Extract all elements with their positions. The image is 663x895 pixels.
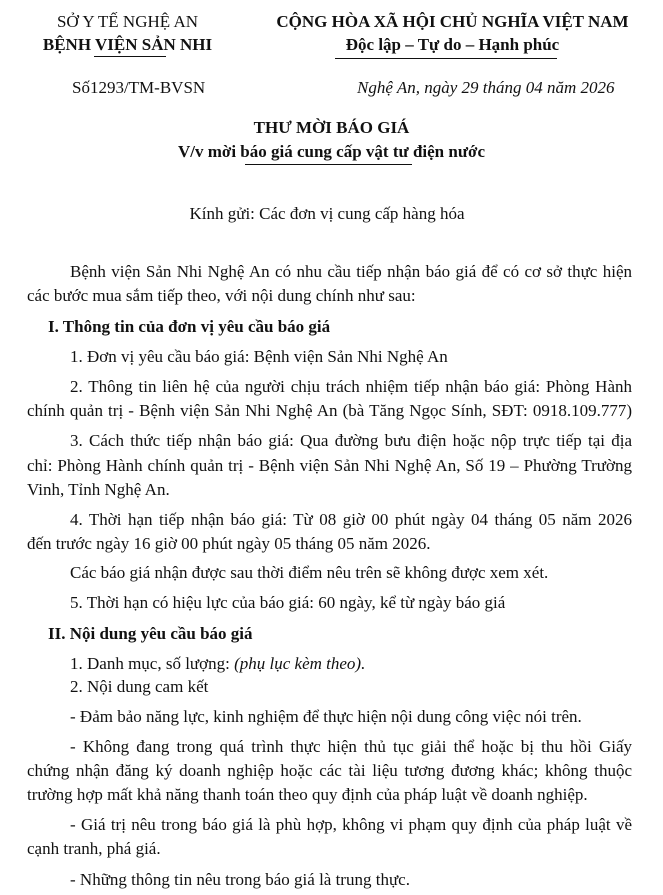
motto: Độc lập – Tự do – Hạnh phúc	[345, 35, 560, 54]
section-1-item-4: 4. Thời hạn tiếp nhận báo giá: Từ 08 giờ 00 phút ngày 04 tháng 05 năm 2026	[70, 510, 632, 529]
section-1-item-5: 5. Thời hạn có hiệu lực của báo giá: 60 ngày, kể từ ngày báo giá	[70, 593, 506, 612]
section-1-item-1: 1. Đơn vị yêu cầu báo giá: Bệnh viện Sản Nhi Nghệ An	[70, 347, 448, 366]
hospital-underline	[94, 56, 166, 57]
section-2-item-2: 2. Nội dung cam kết	[70, 677, 209, 696]
section-1-item-3: chỉ: Phòng Hành chính quản trị - Bệnh viện Sản Nhi Nghệ An, Số 19 – Phường Trường	[27, 456, 632, 475]
document-subject: V/v mời báo giá cung cấp vật tư điện nước	[178, 142, 485, 161]
item-1-label: 1. Danh mục, số lượng:	[70, 654, 235, 673]
section-1-item-4: đến trước ngày 16 giờ 00 phút ngày 05 tháng 05 năm 2026.	[27, 534, 431, 553]
commitment-2: chứng nhận đăng ký doanh nghiệp hoặc các tài liệu tương đương khác; không thuộc	[27, 761, 632, 780]
intro-line: Bệnh viện Sản Nhi Nghệ An có nhu cầu tiếp nhận báo giá để có cơ sở thực hiện	[70, 262, 632, 281]
hospital-name: BỆNH VIỆN SẢN NHI	[42, 35, 213, 54]
commitment-3: - Giá trị nêu trong báo giá là phù hợp, không vi phạm quy định của pháp luật về	[70, 815, 632, 834]
document-number: Số1293/TM-BVSN	[72, 78, 206, 97]
intro-line: các bước mua sắm tiếp theo, với nội dung chính như sau:	[27, 286, 416, 305]
commitment-3: cạnh tranh, phá giá.	[27, 839, 161, 858]
agency-name: SỞ Y TẾ NGHỆ AN	[56, 12, 199, 31]
place-date: Nghệ An, ngày 29 tháng 04 năm 2026	[357, 78, 615, 97]
subject-underline	[245, 164, 412, 165]
commitment-1: - Đảm bảo năng lực, kinh nghiệm để thực hiện nội dung công việc nói trên.	[70, 707, 582, 726]
item-1-appendix: (phụ lục kèm theo).	[234, 654, 366, 673]
document-title: THƯ MỜI BÁO GIÁ	[253, 118, 410, 137]
republic-name: CỘNG HÒA XÃ HỘI CHỦ NGHĨA VIỆT NAM	[276, 12, 629, 31]
section-1-item-3: 3. Cách thức tiếp nhận báo giá: Qua đường bưu điện hoặc nộp trực tiếp tại địa	[70, 431, 632, 450]
section-1-note: Các báo giá nhận được sau thời điểm nêu trên sẽ không được xem xét.	[70, 563, 549, 582]
section-1-item-2: 2. Thông tin liên hệ của người chịu trách nhiệm tiếp nhận báo giá: Phòng Hành	[70, 377, 632, 396]
commitment-2: trường hợp mất khả năng thanh toán theo quy định của pháp luật về doanh nghiệp.	[27, 785, 588, 804]
commitment-4: - Những thông tin nêu trong báo giá là trung thực.	[70, 870, 410, 889]
recipient: Kính gửi: Các đơn vị cung cấp hàng hóa	[189, 204, 465, 223]
section-1-item-2: chính quản trị - Bệnh viện Sản Nhi Nghệ An (bà Tăng Ngọc Sính, SĐT: 0918.109.777)	[27, 401, 632, 420]
section-2-heading: II. Nội dung yêu cầu báo giá	[48, 624, 253, 643]
motto-underline	[335, 58, 557, 59]
section-1-item-3: Vinh, Tỉnh Nghệ An.	[27, 480, 170, 499]
commitment-2: - Không đang trong quá trình thực hiện thủ tục giải thể hoặc bị thu hồi Giấy	[70, 737, 632, 756]
section-1-heading: I. Thông tin của đơn vị yêu cầu báo giá	[48, 317, 331, 336]
section-2-item-1	[70, 654, 365, 674]
